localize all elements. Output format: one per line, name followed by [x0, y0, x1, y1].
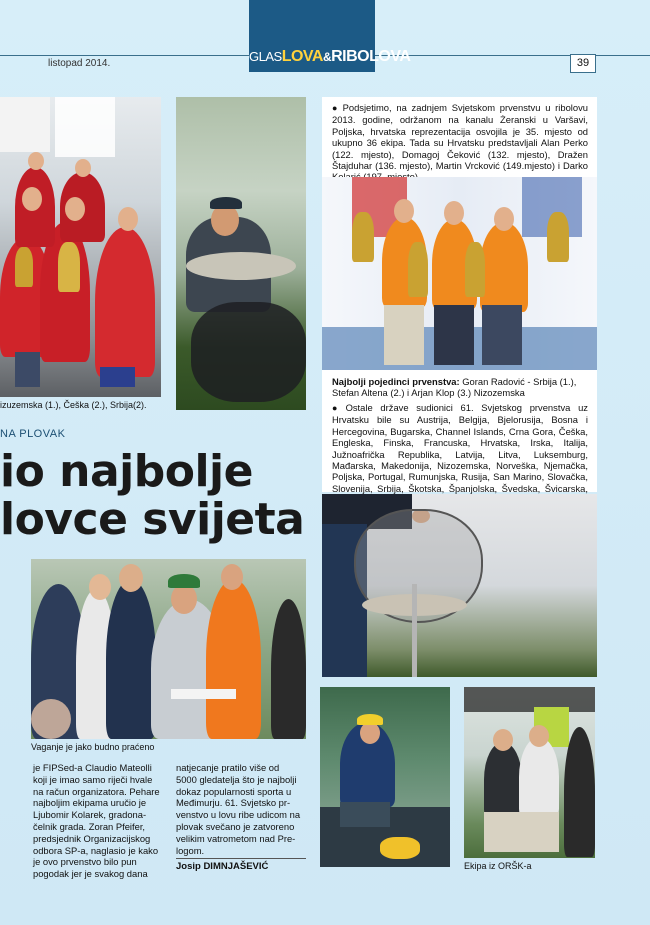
body-column-1: je FIPSed-a Claudio Mateolli koji je imao samo riječi hvale na račun organizatora. Pehare najboljim ekipama uručio je Ljubomir Kolarek, gradona- čelnik grada. Zoran Pfeifer, predsjednik Organizacijskog odbora SP-a, naglasio je kako je ovo prvenstvo bilo pun pogodak jer je svakog dana [33, 762, 160, 880]
body-column-2: natjecanje pratilo više od 5000 gledatelja što je najbolji dokaz popularnosti sporta u Međimurju. 61. Svjetsko pr- venstvo u lovu ribe udicom na plovak svečano je zatvoreno velikim vatrometom nad Pre- logom. [176, 762, 301, 856]
article-kicker: NA PLOVAK [0, 428, 66, 440]
article-author: Josip DIMNJAŠEVIĆ [176, 861, 269, 872]
caption-weighing: Vaganje je jako budno praćeno [31, 742, 155, 752]
masthead-brand: GLASLOVA&RIBOLOVA [249, 48, 411, 65]
photo-weighing-crowd [31, 559, 306, 739]
photo-angler-platform [320, 687, 450, 867]
bullet-icon: ● [332, 103, 340, 113]
caption-orsk-team: Ekipa iz ORŠK-a [464, 861, 532, 871]
bullet-icon: ● [332, 403, 343, 413]
sidebar-paragraph-2: ● Ostale države sudionici 61. Svjetskog prvenstva uz Hrvatsku bile su Austrija, Belgija, Bjelorusija, Bosna i Hercegovina, Bugarska, Channel Islands, Crna Gora, Češka, Engleska, Finska, Francuska, Hrvatska, Irska, Italija, Južnoafrička Republika, Latvija, Litva, Luksemburg, Mađarska, Makedonija, Nizozemska, Norveška, Njemačka, Poljska, Portugal, Rumunjska, Rusija, San Marino, Slovačka, Slovenija, Srbija, Škotska, Španjolska, Švedska, Švicarska, [332, 402, 588, 494]
caption-individual-results: Najbolji pojedinci prvenstva: Goran Radović - Srbija (1.), Stefan Altena (2.) i Arjan Klop (3.) Nizozemska [332, 376, 577, 399]
photo-orsk-team [464, 687, 595, 858]
author-rule [176, 858, 306, 859]
issue-date: listopad 2014. [48, 58, 111, 69]
headline-line-2: lovce svijeta [0, 494, 305, 545]
photo-podium-winners [322, 177, 597, 370]
photo-landing-net [322, 494, 597, 677]
photo-teams-trophies [0, 97, 161, 397]
photo-fisherman-fish [176, 97, 306, 410]
masthead [249, 0, 411, 72]
page-number: 39 [570, 54, 596, 73]
caption-team-results: izuzemska (1.), Češka (2.), Srbija(2). [0, 400, 147, 410]
headline-line-1: io najbolje [0, 446, 253, 497]
sidebar-paragraph-1: ● Podsjetimo, na zadnjem Svjetskom prvenstvu u ribolovu 2013. godine, održanom na kanalu Żeranski u Varšavi, Poljska, hrvatska reprezentacija osvojila je 35. mjesto od ukupno 36 ekipa. Tada su Hrvatsku predstavljali Alan Perko (122. mjesto), Domagoj Čeković (132. mjesto), Dražen Štajduhar (136. mjesto), Martin Vrcković (149.mjesto) i Darko [332, 102, 589, 172]
